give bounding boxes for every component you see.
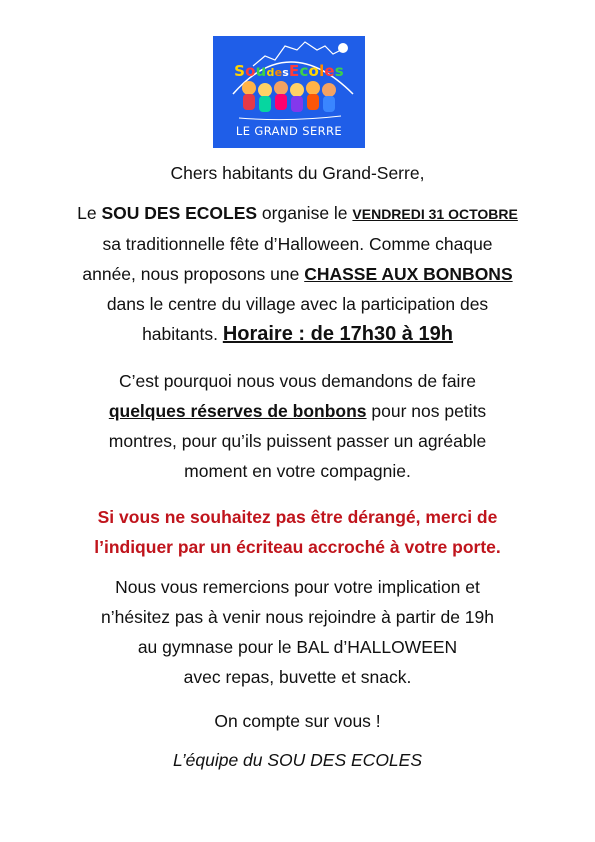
intro-paragraph <box>30 198 565 349</box>
children-illustration <box>242 81 336 112</box>
intro-line-5: habitants. Horaire : de 17h30 à 19h <box>142 323 453 345</box>
intro-line-1: Le SOU DES ECOLES organise le VENDREDI 31 OCTOBRE <box>77 203 518 223</box>
signature: L’équipe du SOU DES ECOLES <box>172 750 423 770</box>
request-paragraph <box>30 366 565 486</box>
event-name: CHASSE AUX BONBONS <box>304 264 513 284</box>
org-name: SOU DES ECOLES <box>101 203 258 223</box>
logo-subtitle: LE GRAND SERRE <box>235 124 343 138</box>
thanks-line-3: au gymnase pour le BAL d’HALLOWEEN <box>137 637 458 657</box>
intro-line-3: année, nous proposons une CHASSE AUX BONBONS <box>82 264 513 284</box>
sou-des-ecoles-logo <box>213 36 365 148</box>
warning-paragraph <box>30 502 565 562</box>
request-line-3: montres, pour qu’ils puissent passer un agréable <box>108 431 487 451</box>
thanks-line-1: Nous vous remercions pour votre implication et <box>115 577 480 597</box>
greeting: Chers habitants du Grand-Serre, <box>170 163 425 183</box>
intro-line-2: sa traditionnelle fête d’Halloween. Comme chaque <box>102 234 493 254</box>
thanks-paragraph <box>30 572 565 692</box>
thanks-line-2: n’hésitez pas à venir nous rejoindre à partir de 19h <box>100 607 494 627</box>
request-line-1: C’est pourquoi nous vous demandons de faire <box>118 371 477 391</box>
closing-line: On compte sur vous ! <box>214 711 381 731</box>
warning-line-1: Si vous ne souhaitez pas être dérangé, merci de <box>97 507 498 527</box>
schedule: Horaire : de 17h30 à 19h <box>222 323 453 345</box>
logo-title: SoudesEcoles <box>234 62 344 80</box>
event-date: VENDREDI 31 OCTOBRE <box>352 206 518 222</box>
request-line-2: quelques réserves de bonbons pour nos petits <box>108 401 487 421</box>
intro-line-4: dans le centre du village avec la participation des <box>106 294 489 314</box>
candy-request: quelques réserves de bonbons <box>108 401 367 421</box>
thanks-line-4: avec repas, buvette et snack. <box>183 667 412 687</box>
request-line-4: moment en votre compagnie. <box>184 461 411 481</box>
warning-line-2: l’indiquer par un écriteau accroché à votre porte. <box>94 537 501 557</box>
